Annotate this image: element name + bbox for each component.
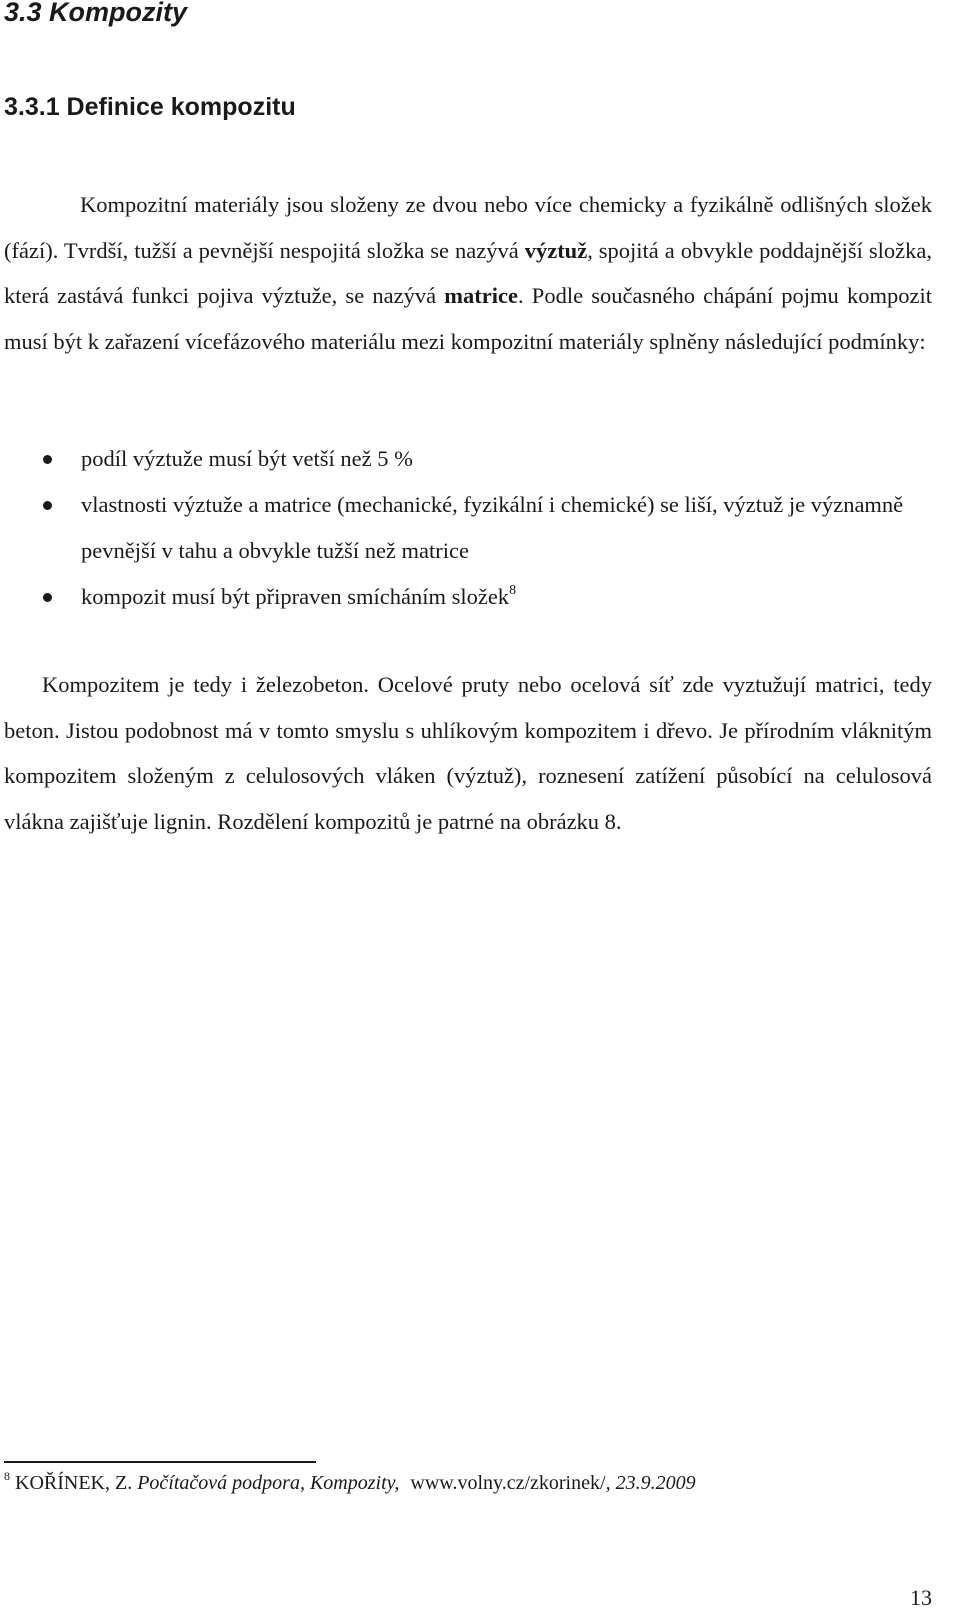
footnote-divider xyxy=(4,1461,316,1463)
term-reinforcement: výztuž xyxy=(524,237,588,263)
term-matrix: matrice xyxy=(444,283,518,308)
bullet-icon xyxy=(43,455,52,464)
footnote xyxy=(4,1469,696,1497)
paragraph-text: , spojitá a obvykle poddajnější složka, která zastává funkci pojiva výztuže, se nazývá xyxy=(4,237,932,308)
list-item xyxy=(4,436,932,482)
section-heading: 3.3 Kompozity xyxy=(4,0,188,27)
list-item xyxy=(4,482,932,574)
definition-paragraph xyxy=(4,182,932,364)
list-item-text: kompozit musí být připraven smícháním složek xyxy=(81,584,510,609)
bullet-icon xyxy=(43,593,52,602)
footnote-reference[interactable]: 8 xyxy=(509,583,517,598)
example-paragraph: Kompozitem je tedy i železobeton. Ocelové pruty nebo ocelová síť zde vyztužují matrici, tedy beton. Jistou podobnost má v tomto smyslu s uhlíkovým kompozitem i dřevo. Je přírodním vláknitým kompozitem složeným z celulosových vláken (výztuž), roznesení zatížení působící na celulosová vlákna zajišťuje lignin. Rozdělení kompozitů je patrné na obrázku 8. xyxy=(4,672,932,834)
list-item xyxy=(4,574,932,620)
footnote-url[interactable]: www.volny.cz/zkorinek/ xyxy=(410,1472,606,1494)
paragraph-text: Kompozitní materiály jsou složeny ze dvou nebo více chemicky a fyzikálně odlišných složek (fází). Tvrdší, tužší a pevnější nespojitá složka se nazývá xyxy=(4,192,932,263)
page-number: 13 xyxy=(910,1585,932,1610)
footnote-author: KOŘÍNEK, Z. xyxy=(15,1472,138,1494)
list-item-text: vlastnosti výztuže a matrice (mechanické, fyzikální i chemické) se liší, výztuž je významně pevnější v tahu a obvykle tužší než matrice xyxy=(81,492,904,563)
footnote-title: Počítačová podpora, Kompozity, xyxy=(137,1472,400,1494)
footnote-number: 8 xyxy=(4,1469,10,1483)
paragraph-text: . Podle současného chápání pojmu kompozit musí být k zařazení vícefázového materiálu mezi kompozitní materiály splněny následující podmínky: xyxy=(4,283,932,354)
list-item-text: podíl výztuže musí být vetší než 5 % xyxy=(81,446,413,471)
conditions-list xyxy=(4,436,932,620)
footnote-date: , 23.9.2009 xyxy=(605,1472,696,1494)
bullet-icon xyxy=(43,501,52,510)
subsection-heading: 3.3.1 Definice kompozitu xyxy=(4,93,296,121)
